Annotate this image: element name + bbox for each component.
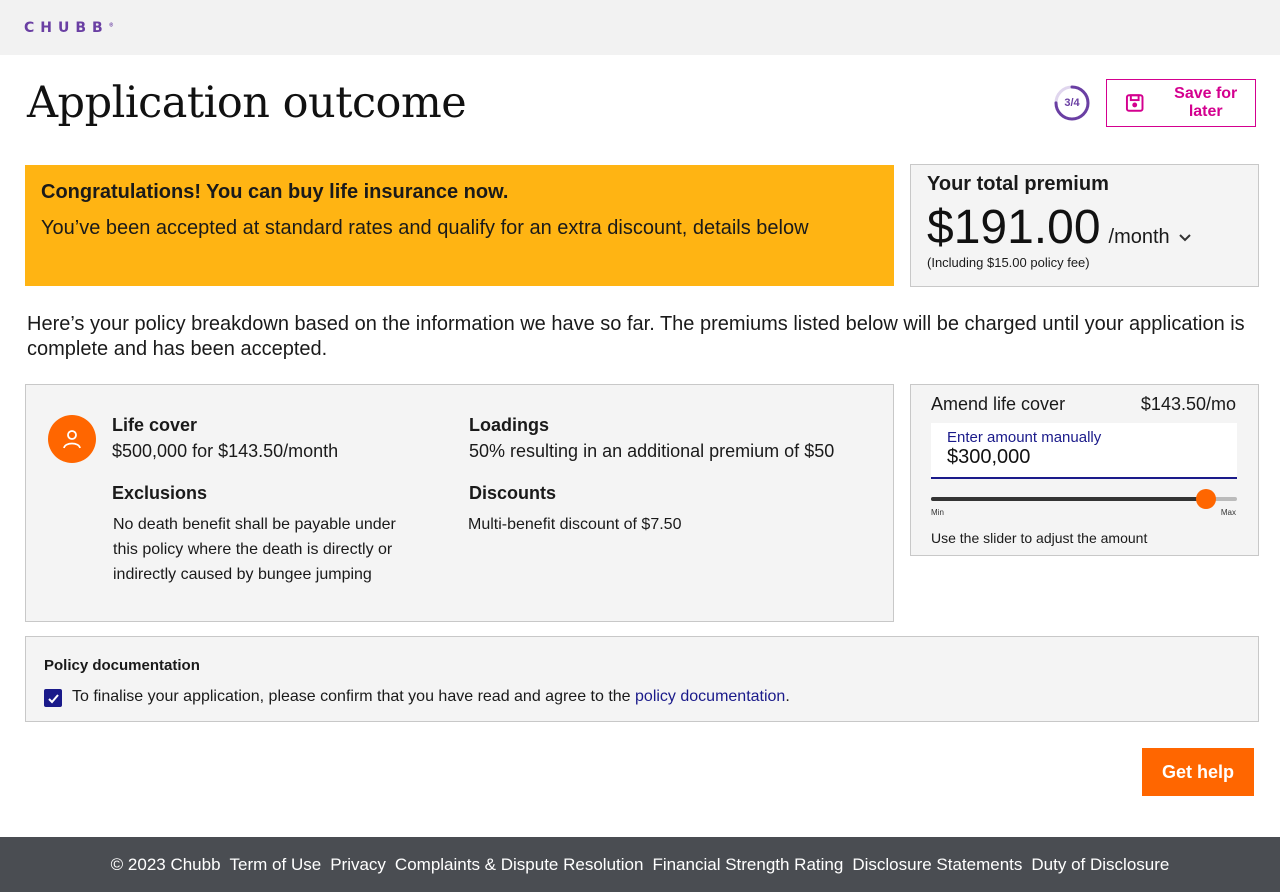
- discounts-value: Multi-benefit discount of $7.50: [468, 516, 682, 533]
- page-title: Application outcome: [27, 78, 467, 128]
- floppy-disk-icon: [1125, 93, 1144, 113]
- footer-link-duty-of-disclosure[interactable]: Duty of Disclosure: [1031, 854, 1170, 874]
- total-premium-card: [910, 164, 1259, 287]
- progress-indicator: [1054, 85, 1090, 121]
- policy-documentation-title: Policy documentation: [44, 657, 200, 674]
- amend-life-cover-title: Amend life cover: [931, 394, 1066, 414]
- slider-thumb[interactable]: [1196, 489, 1216, 509]
- footer-link-complaints[interactable]: Complaints & Dispute Resolution: [394, 854, 644, 874]
- policy-documentation-link[interactable]: policy documentation: [635, 688, 786, 705]
- chubb-logo[interactable]: [24, 20, 114, 36]
- top-bar: [0, 0, 1280, 55]
- congratulations-title: Congratulations! You can buy life insurance now.: [41, 181, 509, 203]
- get-help-button[interactable]: Get help: [1142, 748, 1254, 796]
- agree-text: [72, 688, 790, 706]
- slider-min-label: Min: [931, 508, 944, 517]
- exclusions-value: No death benefit shall be payable under this policy where the death is directly or indirectly caused by bungee jumping: [113, 516, 396, 583]
- footer-link-financial-strength[interactable]: Financial Strength Rating: [652, 854, 844, 874]
- total-premium-label: Your total premium: [927, 173, 1109, 195]
- life-cover-value: $500,000 for $143.50/month: [112, 441, 339, 461]
- progress-label: 3/4: [1064, 97, 1080, 109]
- slider-fill: [931, 497, 1206, 501]
- chevron-down-icon[interactable]: [1178, 230, 1192, 246]
- slider-max-label: Max: [1220, 508, 1236, 517]
- person-icon: [48, 415, 96, 463]
- slider-help-text: Use the slider to adjust the amount: [931, 530, 1148, 546]
- agree-text-after: .: [785, 688, 790, 705]
- checkmark-icon: [47, 692, 60, 705]
- loadings-value: 50% resulting in an additional premium of $50: [469, 441, 835, 461]
- amend-life-cover-price: $143.50/mo: [1140, 394, 1236, 414]
- policy-documentation-card: [25, 636, 1259, 722]
- congratulations-body: You’ve been accepted at standard rates and qualify for an extra discount, details below: [41, 217, 809, 239]
- amount-input[interactable]: [947, 446, 1217, 469]
- logo-mark: ®: [108, 22, 114, 29]
- premium-unit: /month: [1108, 226, 1170, 248]
- footer-link-disclosure-statements[interactable]: Disclosure Statements: [852, 854, 1023, 874]
- footer-link-privacy[interactable]: Privacy: [330, 854, 386, 874]
- cover-amount-slider[interactable]: [931, 497, 1237, 501]
- discounts-title: Discounts: [469, 483, 557, 503]
- save-for-later-label: Save for later: [1174, 85, 1238, 120]
- logo-text: CHUBB: [24, 20, 109, 36]
- footer: [0, 837, 1280, 892]
- premium-amount: $191.00: [927, 201, 1101, 254]
- amount-field-label: Enter amount manually: [947, 429, 1102, 446]
- premium-row: [927, 200, 1242, 255]
- agree-checkbox[interactable]: [44, 689, 62, 707]
- policy-breakdown-card: [25, 384, 894, 622]
- exclusions-title: Exclusions: [112, 483, 208, 503]
- footer-link-terms[interactable]: Term of Use: [229, 854, 322, 874]
- loadings-title: Loadings: [469, 415, 549, 435]
- premium-fee-note: (Including $15.00 policy fee): [927, 255, 1090, 270]
- congratulations-banner: [25, 165, 894, 286]
- footer-copyright: © 2023 Chubb: [110, 854, 221, 874]
- policy-intro-text: Here’s your policy breakdown based on the information we have so far. The premiums listed below will be charged until your application is complete and has been accepted.: [27, 313, 1245, 360]
- amount-field[interactable]: [931, 423, 1237, 479]
- life-cover-title: Life cover: [112, 415, 198, 435]
- amend-life-cover-card: [910, 384, 1259, 556]
- save-for-later-button[interactable]: [1106, 79, 1256, 127]
- agree-text-before: To finalise your application, please confirm that you have read and agree to the: [72, 688, 636, 705]
